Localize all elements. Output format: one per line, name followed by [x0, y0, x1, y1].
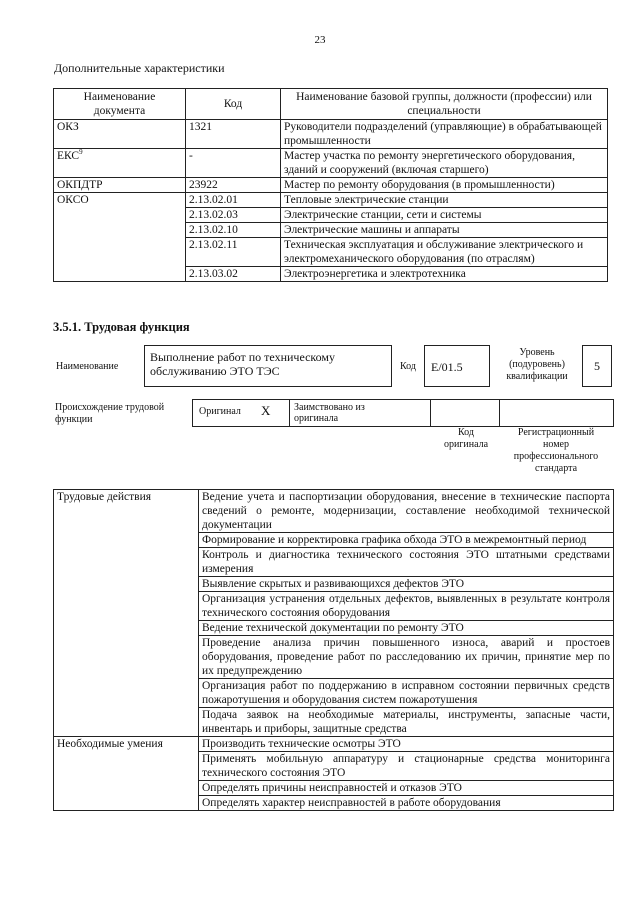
action-item: Ведение учета и паспортизации оборудования, внесение в технические паспорта сведений о ремонте, модернизации, составление необходимой технической документации — [199, 490, 614, 533]
actions-label: Трудовые действия — [54, 490, 199, 737]
code-original-label: Код оригинала — [443, 427, 489, 450]
code-box — [424, 345, 490, 387]
name-cell: Мастер участка по ремонту энергетического оборудования, зданий и сооружений (включая старшего) — [281, 149, 608, 178]
code-cell: - — [186, 149, 281, 178]
additional-characteristics-title: Дополнительные характеристики — [54, 61, 225, 75]
table-row — [54, 737, 614, 752]
function-name-box — [144, 345, 392, 387]
name-cell: Электрические машины и аппараты — [281, 223, 608, 238]
code-original-box — [430, 399, 500, 427]
borrowed-cell — [289, 399, 431, 427]
table-row — [54, 178, 608, 193]
name-cell: Электрические станции, сети и системы — [281, 208, 608, 223]
level-value: 5 — [594, 359, 600, 373]
level-box — [582, 345, 612, 387]
table-row — [54, 149, 608, 178]
code-cell: 1321 — [186, 120, 281, 149]
characteristics-table — [53, 88, 608, 282]
duties-table — [53, 489, 614, 811]
doc-cell: ОКЗ — [54, 120, 186, 149]
doc-cell — [54, 149, 186, 178]
action-item: Проведение анализа причин повышенного износа, аварий и простоев оборудования, проведение работ по расследованию их причин, принятие мер по их предупреждению — [199, 636, 614, 679]
reg-number-box — [499, 399, 614, 427]
skill-item: Производить технические осмотры ЭТО — [199, 737, 614, 752]
section-title: 3.5.1. Трудовая функция — [53, 320, 190, 334]
code-value: E/01.5 — [431, 360, 463, 374]
footnote-mark: 9 — [79, 148, 83, 157]
doc-cell: ОКПДТР — [54, 178, 186, 193]
table-row — [54, 193, 608, 208]
original-cell — [192, 399, 290, 427]
header-document: Наименование документа — [54, 89, 186, 120]
action-item: Выявление скрытых и развивающихся дефектов ЭТО — [199, 577, 614, 592]
characteristics-header-row — [54, 89, 608, 120]
code-cell: 2.13.02.01 — [186, 193, 281, 208]
code-cell: 2.13.02.10 — [186, 223, 281, 238]
code-cell: 2.13.02.11 — [186, 238, 281, 267]
skill-item: Определять причины неисправностей и отказов ЭТО — [199, 781, 614, 796]
name-cell: Руководители подразделений (управляющие) в обрабатывающей промышленности — [281, 120, 608, 149]
original-mark: X — [261, 403, 271, 418]
name-cell: Мастер по ремонту оборудования (в промышленности) — [281, 178, 608, 193]
header-code: Код — [186, 89, 281, 120]
action-item: Подача заявок на необходимые материалы, инструменты, запасные части, инвентарь и приборы, защитные средства — [199, 708, 614, 737]
code-label: Код — [400, 361, 416, 372]
doc-cell: ОКСО — [54, 193, 186, 282]
skill-item: Применять мобильную аппаратуру и стационарные средства мониторинга технического состояния ЭТО — [199, 752, 614, 781]
code-cell: 2.13.03.02 — [186, 267, 281, 282]
action-item: Ведение технической документации по ремонту ЭТО — [199, 621, 614, 636]
action-item: Контроль и диагностика технического состояния ЭТО штатными средствами измерения — [199, 548, 614, 577]
skill-item: Определять характер неисправностей в работе оборудования — [199, 796, 614, 811]
table-row — [54, 490, 614, 533]
origin-label: Происхождение трудовой функции — [55, 402, 165, 425]
page-number: 23 — [314, 34, 326, 46]
name-label: Наименование — [56, 361, 119, 372]
borrowed-label: Заимствовано из оригинала — [294, 402, 365, 424]
skills-label: Необходимые умения — [54, 737, 199, 811]
action-item: Организация работ по поддержанию в исправном состоянии первичных средств пожаротушения и оборудования систем пожаротушения — [199, 679, 614, 708]
header-name: Наименование базовой группы, должности (профессии) или специальности — [281, 89, 608, 120]
name-cell: Электроэнергетика и электротехника — [281, 267, 608, 282]
function-name-value: Выполнение работ по техническому обслуживанию ЭТО ТЭС — [150, 350, 336, 378]
code-cell: 2.13.02.03 — [186, 208, 281, 223]
level-label: Уровень (подуровень) квалификации — [506, 347, 568, 382]
code-cell: 23922 — [186, 178, 281, 193]
action-item: Организация устранения отдельных дефектов, выявленных в результате контроля технического состояния оборудования — [199, 592, 614, 621]
action-item: Формирование и корректировка графика обхода ЭТО в межремонтный период — [199, 533, 614, 548]
table-row — [54, 120, 608, 149]
name-cell: Техническая эксплуатация и обслуживание электрического и электромеханического оборудования (по отраслям) — [281, 238, 608, 267]
reg-number-label: Регистрационный номер профессионального стандарта — [513, 427, 599, 474]
name-cell: Тепловые электрические станции — [281, 193, 608, 208]
doc-text: ЕКС — [57, 150, 80, 162]
original-label: Оригинал — [199, 406, 241, 417]
